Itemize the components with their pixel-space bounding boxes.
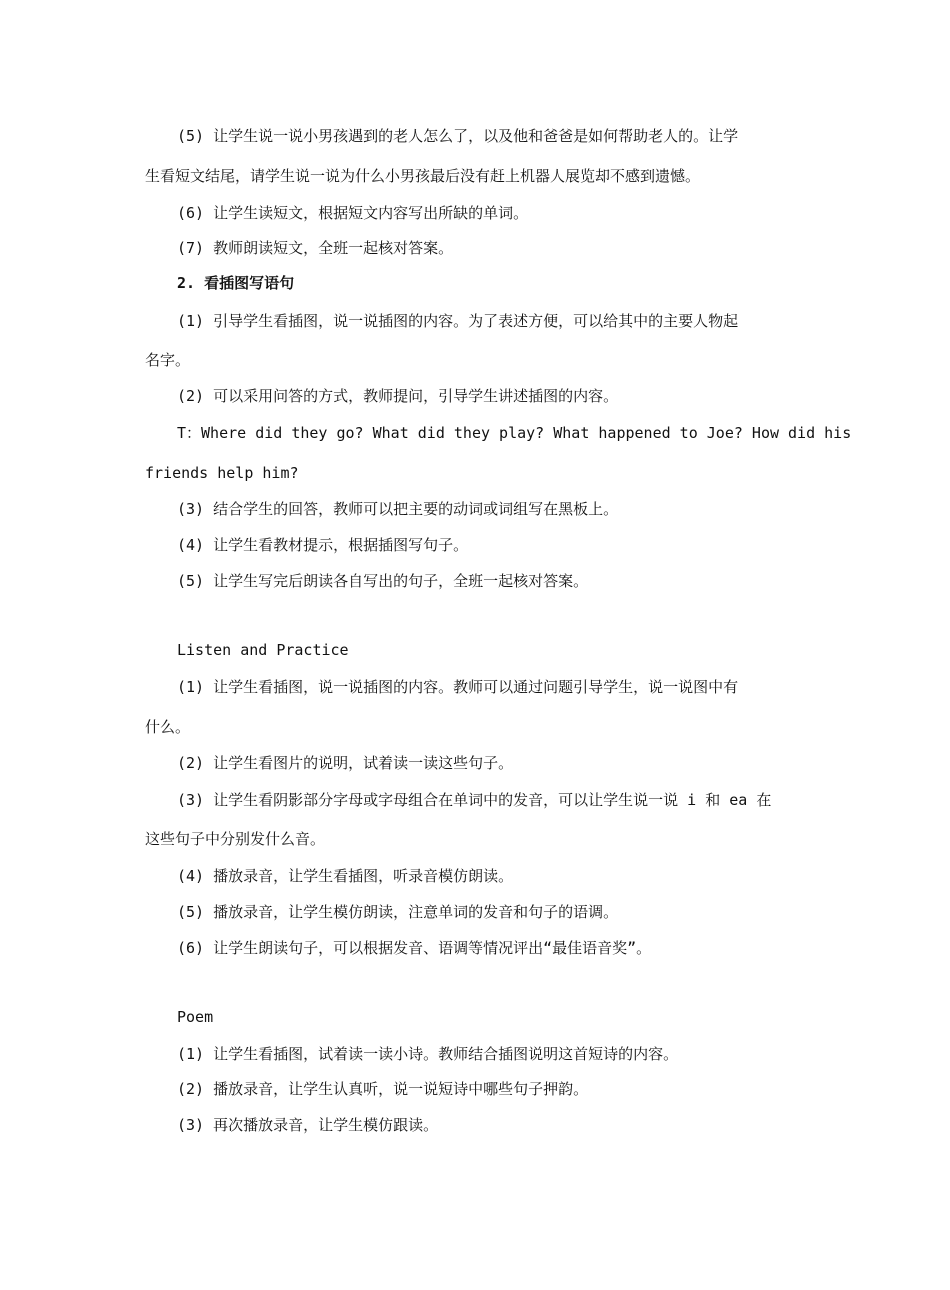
paragraph-line: 这些句子中分别发什么音。: [145, 830, 326, 848]
paragraph-line: (7) 教师朗读短文，全班一起核对答案。: [177, 239, 454, 257]
paragraph-line: (2) 播放录音，让学生认真听，说一说短诗中哪些句子押韵。: [177, 1080, 589, 1098]
paragraph-line: (2) 让学生看图片的说明，试着读一读这些句子。: [177, 754, 514, 772]
paragraph-line: (4) 播放录音，让学生看插图，听录音模仿朗读。: [177, 867, 514, 885]
section-heading: 2. 看插图写语句: [177, 274, 295, 292]
paragraph-line: (3) 让学生看阴影部分字母或字母组合在单词中的发音，可以让学生说一说 i 和 ea 在: [177, 791, 772, 809]
paragraph-line: (2) 可以采用问答的方式，教师提问，引导学生讲述插图的内容。: [177, 387, 619, 405]
paragraph-line: (1) 引导学生看插图，说一说插图的内容。为了表述方便，可以给其中的主要人物起: [177, 312, 739, 330]
paragraph-line: (1) 让学生看插图，试着读一读小诗。教师结合插图说明这首短诗的内容。: [177, 1045, 679, 1063]
paragraph-line: T：Where did they go? What did they play? What happened to Joe? How did his: [177, 424, 852, 442]
paragraph-line: (1) 让学生看插图，说一说插图的内容。教师可以通过问题引导学生，说一说图中有: [177, 678, 739, 696]
paragraph-line: friends help him?: [145, 464, 299, 482]
section-heading: Listen and Practice: [177, 641, 349, 659]
paragraph-line: (5) 播放录音，让学生模仿朗读，注意单词的发音和句子的语调。: [177, 903, 619, 921]
paragraph-line: (4) 让学生看教材提示，根据插图写句子。: [177, 536, 469, 554]
section-heading: Poem: [177, 1008, 214, 1026]
paragraph-line: 名字。: [145, 351, 191, 369]
paragraph-line: 生看短文结尾，请学生说一说为什么小男孩最后没有赶上机器人展览却不感到遗憾。: [145, 167, 701, 185]
paragraph-line: (6) 让学生朗读句子，可以根据发音、语调等情况评出“最佳语音奖”。: [177, 939, 652, 957]
paragraph-line: (5) 让学生写完后朗读各自写出的句子，全班一起核对答案。: [177, 572, 589, 590]
paragraph-line: 什么。: [145, 718, 191, 736]
paragraph-line: (3) 再次播放录音，让学生模仿跟读。: [177, 1116, 439, 1134]
paragraph-line: (3) 结合学生的回答，教师可以把主要的动词或词组写在黑板上。: [177, 500, 619, 518]
paragraph-line: (5) 让学生说一说小男孩遇到的老人怎么了，以及他和爸爸是如何帮助老人的。让学: [177, 127, 739, 145]
paragraph-line: (6) 让学生读短文，根据短文内容写出所缺的单词。: [177, 204, 529, 222]
